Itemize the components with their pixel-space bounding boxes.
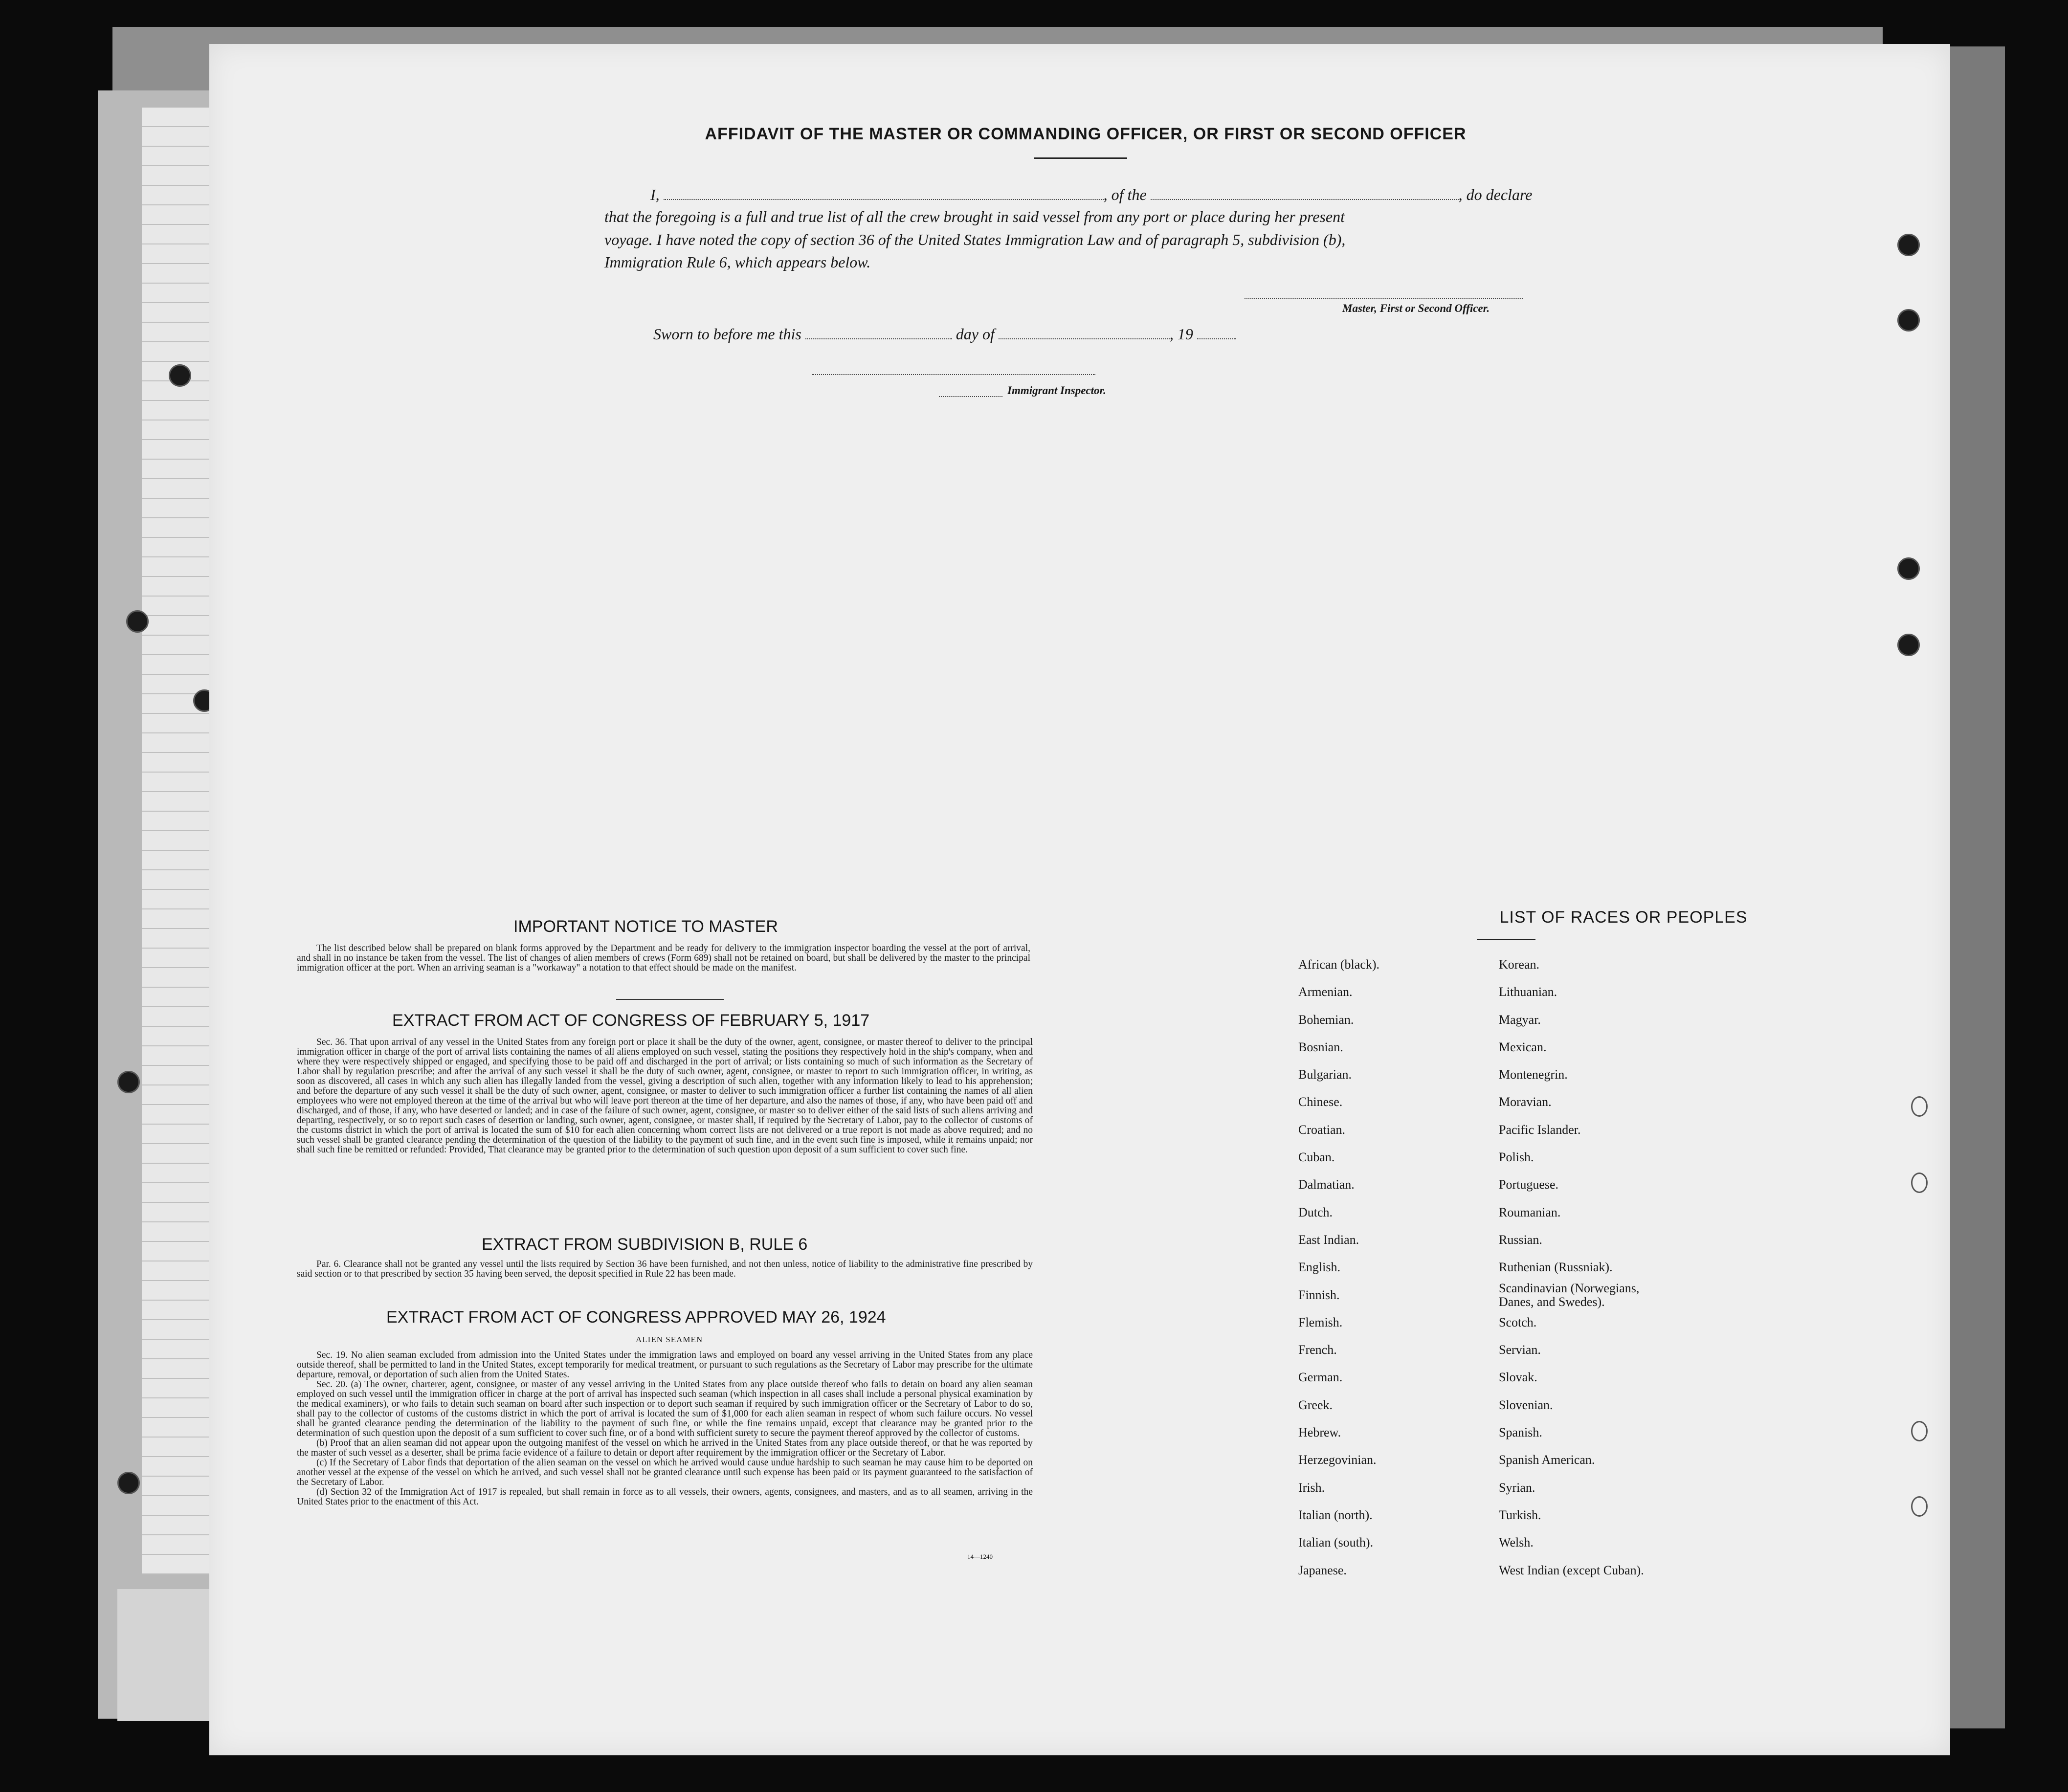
race-item: Slovenian. [1499,1397,1553,1412]
race-item: East Indian. [1298,1232,1359,1247]
extract-rule6-title: EXTRACT FROM SUBDIVISION B, RULE 6 [482,1235,808,1254]
race-item: Servian. [1499,1343,1541,1357]
sworn-line [653,325,1236,343]
master-signature-label: Master, First or Second Officer. [1342,302,1490,314]
punch-hole [1911,1096,1928,1117]
race-item: Irish. [1298,1480,1325,1495]
day-of-label: day of [956,325,995,343]
race-item: Finnish. [1298,1287,1340,1302]
extract-1917-text [297,1038,1033,1155]
inspector-signature-line[interactable] [812,374,1095,375]
punch-hole [117,1071,140,1093]
notice-text [297,944,1030,973]
section-20a-paragraph: Sec. 20. (a) The owner, charterer, agent, consignee, or master of any vessel arriving in the United States from any place outside thereof who fails to detain on board any alien seaman employed on such vessel until the immigration officer in charge at the port of arrival has inspected such seaman (which inspection in all cases shall include a personal physical examination by the medical examiners), or who fails to detain such seaman on board after such inspection or to deport such seaman if required by such immigration officer or the Secretary of Labor to do so, shall pay to the collector of customs of the customs district in which the port of arrival is located the sum of $1,000 for each alien seaman in respect of whom such failure occurs. No vessel shall be granted clearance pending the determination of the liability to the payment of such fine, or while the fine remains unpaid, except that clearance may be granted prior to the determination of such question upon the deposit of a sum sufficient to cover such fine, or of a bond with sufficient surety to secure the payment thereof approved by the collector of customs. [297,1379,1033,1438]
race-item: Roumanian. [1499,1205,1561,1219]
section-20c-paragraph: (c) If the Secretary of Labor finds that deportation of the alien seaman on the vessel on which he arrived would cause undue hardship to such seaman he may cause him to be deported on another vessel at the expense of the vessel on which he arrived, and such vessel shall not be granted clearance until such expense has been paid or its payment guaranteed to the satisfaction of the Secretary of Labor. [297,1458,1033,1487]
race-item: Italian (south). [1298,1535,1374,1550]
extract-1924-text [297,1350,1033,1507]
races-underline [1477,939,1535,940]
declaration-i: I, [650,186,660,203]
punch-hole [1911,1496,1928,1517]
alien-seamen-subtitle: ALIEN SEAMEN [636,1335,703,1344]
punch-hole [117,1472,140,1494]
race-item: Bohemian. [1298,1012,1354,1027]
punch-hole [1897,309,1920,332]
race-item: Scandinavian (Norwegians, Danes, and Swedes). [1499,1281,1640,1309]
inspector-lead-line [939,396,1002,397]
race-item: Bulgarian. [1298,1067,1352,1082]
day-blank[interactable] [805,328,952,339]
race-item: Pacific Islander. [1499,1122,1581,1137]
race-item: Dalmatian. [1298,1177,1355,1192]
race-item: Cuban. [1298,1150,1335,1165]
punch-hole [1911,1173,1928,1193]
race-item: Slovak. [1499,1370,1537,1385]
race-item: Spanish. [1499,1425,1542,1440]
race-item: Chinese. [1298,1095,1343,1109]
race-item: Mexican. [1499,1040,1547,1054]
declaration-line-1 [650,186,1532,204]
race-item: Italian (north). [1298,1507,1373,1522]
section-36-paragraph: Sec. 36. That upon arrival of any vessel in the United States from any foreign port or place it shall be the duty of the owner, agent, consignee, or master thereof to deliver to the principal immigration officer in charge of the port of arrival lists containing the names of all aliens employed on such vessel, stating the positions they respectively hold in the ship's company, when and where they were respectively shipped or engaged, and specifying those to be paid off and discharged in the port of arrival; or lists containing so much of such information as the Secretary of Labor shall by regulation prescribe; and after the arrival of any such vessel it shall be the duty of such owner, agent, consignee, or master to report to such immigration officer, in writing, as soon as discovered, all cases in which any such alien has illegally landed from the vessel, giving a description of such alien, together with any information likely to lead to his apprehension; and before the departure of any such vessel it shall be the duty of such owner, agent, consignee, or master to deliver to such immigration officer a further list containing the names of all alien employees who were not employed thereon at the time of the arrival but who will leave port thereon at the time of her departure, and also the names of those, if any, who have been paid off and discharged, and of those, if any, who have deserted or landed; and in case of the failure of such owner, agent, consignee, or master so to deliver either of the said lists of such aliens arriving and departing, respectively, or so to report such cases of desertion or landing, such owner, agent, consignee, or master shall, if required by the Secretary of Labor, pay to the collector of customs of the customs district in which the port of arrival is located the sum of $10 for each alien concerning whom correct lists are not delivered or a true report is not made as above required; and no such vessel shall be granted clearance pending the determination of the question of the liability to the payment of such fine, and in the event such fine is imposed, while it remains unpaid; nor shall such fine be remitted or refunded: Provided, That clearance may be granted prior to the determination of such question upon deposit of a sum sufficient to cover such fine. [297,1037,1033,1155]
year-label: , 19 [1169,325,1193,343]
punch-hole [169,364,191,387]
extract-rule6-text [297,1260,1033,1279]
race-item: Moravian. [1499,1095,1552,1109]
race-item: Hebrew. [1298,1425,1341,1440]
race-item: Montenegrin. [1499,1067,1568,1082]
month-blank[interactable] [999,328,1170,339]
races-left-column [1298,951,1379,1584]
race-item: Syrian. [1499,1480,1535,1495]
race-item: Scotch. [1499,1315,1537,1329]
punch-hole [1897,634,1920,656]
race-item: French. [1298,1343,1337,1357]
race-item: English. [1298,1260,1340,1275]
extract-1924-title: EXTRACT FROM ACT OF CONGRESS APPROVED MAY 26, 1924 [386,1308,886,1327]
race-item: Greek. [1298,1397,1333,1412]
race-item: Welsh. [1499,1535,1534,1550]
race-item: German. [1298,1370,1343,1385]
section-19-paragraph: Sec. 19. No alien seaman excluded from admission into the United States under the immigration laws and employed on board any vessel arriving in the United States from any place outside thereof, shall be permitted to land in the United States, except temporarily for medical treatment, or pursuant to such regulations as the Secretary of Labor may prescribe for the ultimate departure, removal, or deportation of such alien from the United States. [297,1350,1033,1380]
race-item: Dutch. [1298,1205,1333,1219]
punch-hole [126,610,149,633]
race-item: Flemish. [1298,1315,1343,1329]
race-item: West Indian (except Cuban). [1499,1563,1644,1577]
punch-hole [1897,234,1920,256]
race-item: Croatian. [1298,1122,1346,1137]
races-title: LIST OF RACES OR PEOPLES [1499,908,1748,927]
affidavit-title: AFFIDAVIT OF THE MASTER OR COMMANDING OFFICER, OR FIRST OR SECOND OFFICER [705,125,1467,143]
race-item: Polish. [1499,1150,1534,1165]
race-item: Bosnian. [1298,1040,1343,1054]
section-divider [616,999,724,1000]
race-item: Korean. [1499,957,1540,972]
do-declare-label: , do declare [1458,186,1533,203]
title-underline [1034,157,1127,159]
year-blank[interactable] [1197,328,1236,339]
section-20b-paragraph: (b) Proof that an alien seaman did not appear upon the outgoing manifest of the vessel on which he arrived in the United States from any place outside thereof, or that he was reported by the master of such vessel as a deserter, shall be prima facie evidence of a failure to detain or deport after requirement by the immigration officer or the Secretary of Labor. [297,1438,1033,1458]
paragraph-6: Par. 6. Clearance shall not be granted any vessel until the lists required by Section 36 have been furnished, and not then unless, notice of liability to the administrative fine prescribed by said section or to that prescribed by section 35 having been served, the deposit specified in Rule 22 has been made. [297,1259,1033,1279]
punch-hole [1911,1421,1928,1441]
master-signature-line[interactable] [1245,298,1523,299]
section-20d-paragraph: (d) Section 32 of the Immigration Act of 1917 is repealed, but shall remain in force as to all vessels, their owners, agents, consignees, and masters, and as to all seamen, arriving in the United States prior to the enactment of this Act. [297,1487,1033,1507]
race-item: Herzegovinian. [1298,1453,1377,1467]
vessel-blank[interactable] [1151,188,1459,200]
declaration-line-3: voyage. I have noted the copy of section 36 of the United States Immigration Law and of paragraph 5, subdivision (b), [604,231,1346,248]
race-item: Japanese. [1298,1563,1347,1577]
race-item: Lithuanian. [1499,985,1557,999]
races-right-column [1499,951,1675,1584]
race-item: Turkish. [1499,1507,1541,1522]
race-item: African (black). [1298,957,1380,972]
race-item: Armenian. [1298,985,1353,999]
notice-paragraph: The list described below shall be prepared on blank forms approved by the Department and be ready for delivery to the immigration inspector boarding the vessel at the port of arrival, and shall in no instance be taken from the vessel. The list of changes of alien members of crews (Form 689) shall not be retained on board, but shall be delivered by the master to the principal immigration officer at the port. When an arriving seaman is a "workaway" a notation to that effect should be made on the manifest. [297,943,1030,973]
declaration-line-2: that the foregoing is a full and true list of all the crew brought in said vessel from any port or place during her present [604,208,1345,225]
name-blank[interactable] [664,188,1104,200]
race-item: Magyar. [1499,1012,1541,1027]
inspector-label: Immigrant Inspector. [1007,384,1106,397]
form-code: 14—1240 [967,1553,993,1560]
race-item: Ruthenian (Russniak). [1499,1260,1613,1275]
declaration-line-4: Immigration Rule 6, which appears below. [604,253,871,271]
race-item: Russian. [1499,1232,1542,1247]
extract-1917-title: EXTRACT FROM ACT OF CONGRESS OF FEBRUARY 5, 1917 [392,1011,870,1030]
notice-title: IMPORTANT NOTICE TO MASTER [513,917,778,936]
of-the-label: , of the [1103,186,1147,203]
sworn-label: Sworn to before me this [653,325,801,343]
race-item: Portuguese. [1499,1177,1559,1192]
race-item: Spanish American. [1499,1453,1595,1467]
punch-hole [1897,557,1920,580]
